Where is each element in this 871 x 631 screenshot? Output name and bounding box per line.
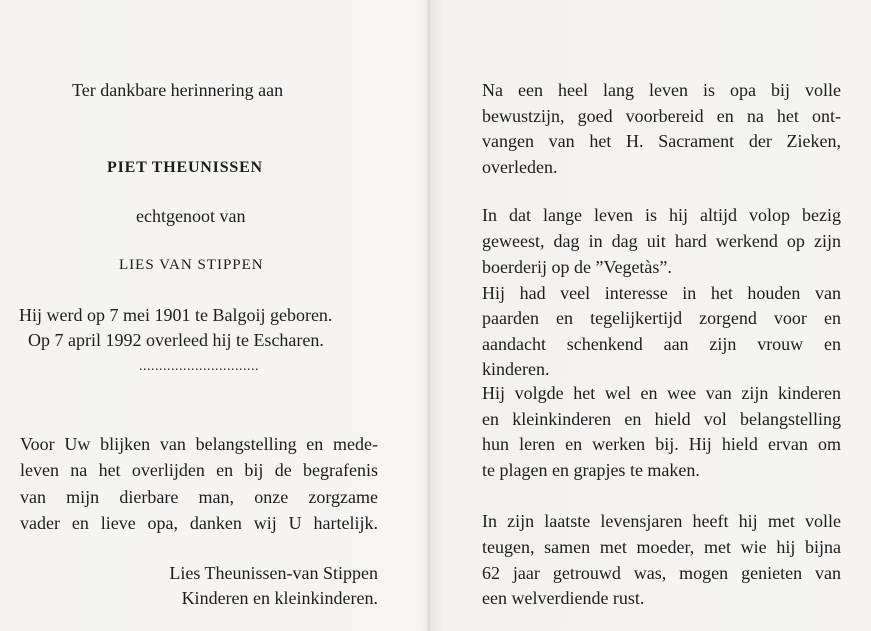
spouse-label: echtgenoot van [136,206,246,226]
divider-dots: .............................. [139,359,259,374]
signature-name: Lies Theunissen-van Stippen [169,563,378,583]
thanks-line: leven na het overlijden en bij de begrafenis [20,460,378,480]
paragraph-1-line: overleden. [482,157,558,177]
paragraph-3-line: In zijn laatste levensjaren heeft hij met volle [482,511,841,531]
paragraph-2-line: geweest, dag in dag uit hard werkend op zijn [482,231,841,251]
intro-text: Ter dankbare herinnering aan [72,80,284,100]
deceased-name: PIET THEUNISSEN [107,159,263,176]
paragraph-2-line: hun leren en werken bij. Hij hield ervan om [482,434,841,454]
paragraph-1-line: Na een heel lang leven is opa bij volle [482,80,841,100]
signature-family: Kinderen en kleinkinderen. [181,588,378,608]
paragraph-1-line: vangen van het H. Sacrament der Zieken, [482,131,841,151]
thanks-line: van mijn dierbare man, onze zorgzame [20,487,378,507]
paragraph-2-line: kinderen. [482,359,550,379]
thanks-line: Voor Uw blijken van belangstelling en mede- [20,434,378,454]
paragraph-2-line: paarden en tegelijkertijd zorgend voor en [482,308,841,328]
paragraph-2-line: Hij had veel interesse in het houden van [482,283,841,303]
paragraph-1-line: bewustzijn, goed voorbereid en na het ont- [482,106,841,126]
spouse-name: LIES VAN STIPPEN [119,257,264,273]
paragraph-2-line: In dat lange leven is hij altijd volop bezig [482,205,841,225]
paragraph-3-line: teugen, samen met moeder, met wie hij bijna [482,537,841,557]
card-fold [427,0,431,631]
paragraph-2-line: aandacht schenkend aan zijn vrouw en [482,334,841,354]
paragraph-3-line: een welverdiende rust. [482,588,645,608]
paragraph-3-line: 62 jaar getrouwd was, mogen genieten van [482,563,841,583]
birth-text: Hij werd op 7 mei 1901 te Balgoij geboren. [19,305,333,325]
paragraph-2-line: te plagen en grapjes te maken. [482,460,700,480]
paragraph-2-line: en kleinkinderen en hield vol belangstelling [482,409,841,429]
paragraph-2-line: boerderij op de ”Vegetàs”. [482,257,672,277]
thanks-line: vader en lieve opa, danken wij U hartelijk. [20,513,378,533]
death-text: Op 7 april 1992 overleed hij te Escharen. [28,330,324,350]
paragraph-2-line: Hij volgde het wel en wee van zijn kinderen [482,383,841,403]
